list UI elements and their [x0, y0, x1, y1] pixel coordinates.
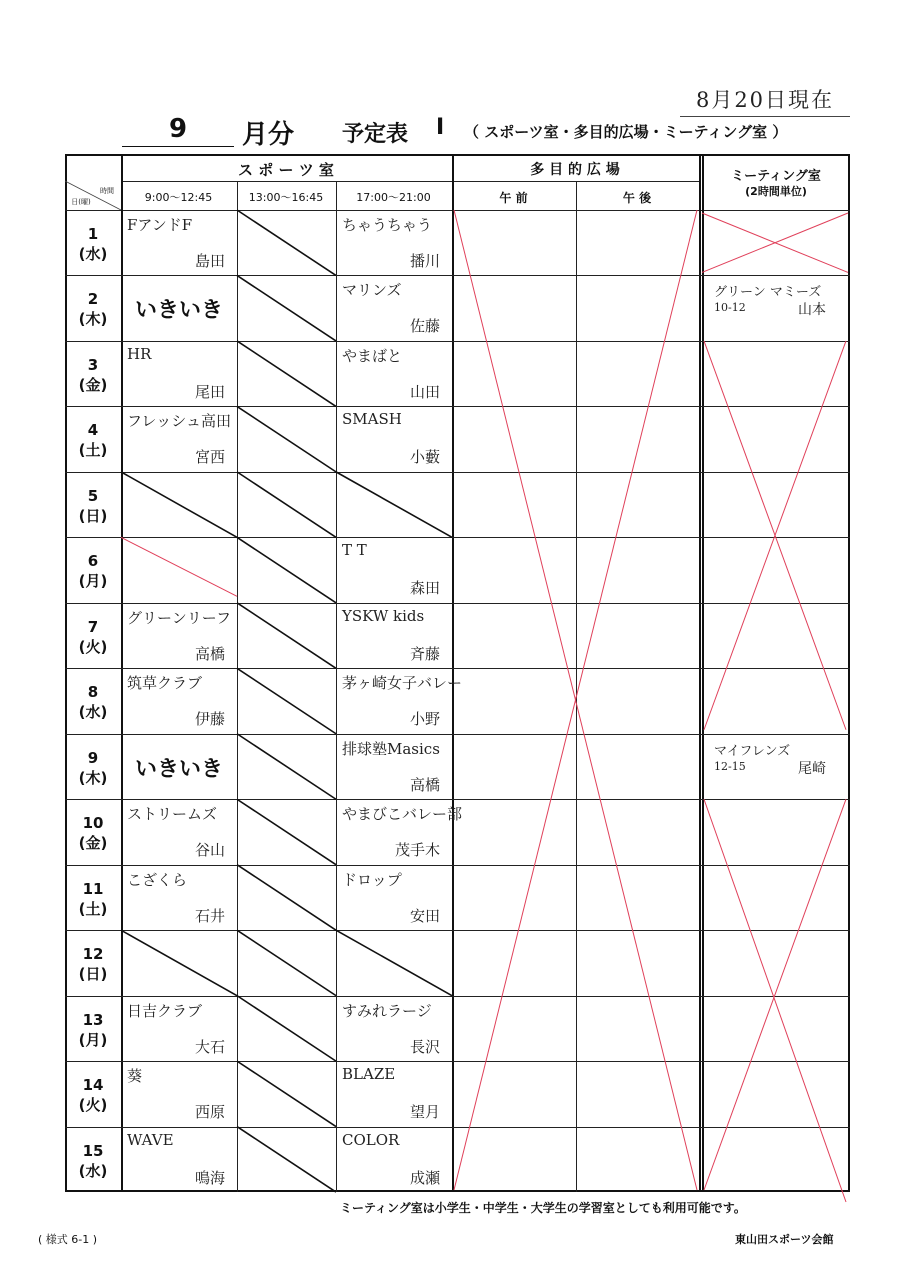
group-name: ストリームズ	[127, 805, 218, 824]
meeting-time: 10-12	[714, 301, 746, 315]
group-name: FアンドF	[127, 216, 193, 234]
person-name: 鳴海	[194, 1168, 225, 1187]
group-name: ちゃうちゃう	[342, 216, 433, 234]
person-name: 茂手木	[394, 841, 440, 860]
diagonal-slash	[237, 865, 336, 930]
day-of-week: (日)	[78, 506, 108, 525]
group-name: やまばと	[342, 346, 403, 365]
group-name-large: いきいき	[135, 756, 224, 782]
diagonal-slash	[237, 930, 336, 995]
diagonal-slash	[336, 930, 452, 995]
footer-note: ミーティング室は小学生・中学生・大学生の学習室としても利用可能です。	[340, 1201, 746, 1215]
day-number: 8	[87, 683, 99, 702]
group-name: ドロップ	[342, 870, 402, 889]
header-meeting-unit: (2時間単位)	[745, 185, 807, 198]
meeting-cross	[704, 799, 846, 1190]
person-name: 山田	[409, 382, 440, 401]
person-name: 安田	[409, 906, 440, 925]
field-slot-am: 午 前	[499, 191, 528, 205]
corner-time-label: 時間	[100, 187, 114, 195]
group-name: HR	[127, 344, 152, 363]
group-name: T T	[342, 541, 367, 560]
day-of-week: (日)	[78, 965, 108, 984]
diagonal-slash	[237, 799, 336, 864]
day-number: 10	[82, 814, 104, 833]
day-of-week: (月)	[78, 572, 108, 591]
day-number: 7	[87, 617, 99, 636]
diagonal-slash	[237, 472, 336, 537]
header-meeting-room: ミーティング室	[731, 169, 821, 184]
day-of-week: (木)	[78, 768, 108, 787]
person-name: 小野	[409, 710, 440, 729]
diagonal-slash	[237, 406, 336, 471]
group-name-large: いきいき	[135, 298, 224, 324]
person-name: 森田	[409, 579, 440, 598]
meeting-person: 山本	[798, 302, 826, 319]
diagonal-slash	[336, 472, 452, 537]
day-number: 6	[87, 552, 99, 571]
day-number: 2	[87, 290, 99, 309]
corner-diagonal	[65, 181, 121, 210]
person-name: 小藪	[409, 448, 440, 467]
diagonal-slash	[237, 537, 336, 602]
diagonal-slash	[121, 472, 237, 537]
corner-day-label: 日(曜)	[71, 198, 91, 206]
group-name: COLOR	[342, 1130, 400, 1149]
day-of-week: (火)	[78, 637, 108, 656]
form-number: ( 様式 6-1 )	[38, 1233, 98, 1246]
diagonal-slash	[237, 668, 336, 733]
person-name: 高橋	[194, 644, 225, 663]
day-number: 15	[82, 1141, 104, 1160]
diagonal-slash	[237, 210, 336, 275]
slot-morning: 9:00～12:45	[144, 191, 213, 204]
group-name: グリーンリーフ	[127, 608, 231, 627]
month-suffix: 月分	[242, 120, 295, 150]
day-of-week: (火)	[78, 1096, 108, 1115]
person-name: 谷山	[194, 841, 225, 860]
person-name: 宮西	[194, 448, 225, 467]
day-number: 3	[87, 355, 99, 374]
diagonal-slash	[237, 275, 336, 340]
day-of-week: (水)	[78, 1161, 108, 1180]
facility-list: （ スポーツ室・多目的広場・ミーティング室 ）	[464, 123, 788, 141]
header-sports-room: ス ポ ー ツ 室	[238, 161, 334, 179]
header-multi-field: 多 目 的 広 場	[530, 162, 620, 178]
day-of-week: (土)	[78, 899, 108, 918]
diagonal-slash	[237, 341, 336, 406]
roman-numeral: Ⅰ	[436, 115, 445, 140]
red-slash	[121, 537, 237, 596]
meeting-group: マイフレンズ	[714, 743, 791, 759]
diagonal-slash	[237, 996, 336, 1061]
person-name: 島田	[194, 252, 225, 270]
slot-afternoon: 13:00～16:45	[248, 191, 324, 204]
day-number: 13	[82, 1010, 104, 1029]
person-name: 石井	[194, 906, 225, 925]
person-name: 西原	[194, 1103, 225, 1122]
day-of-week: (金)	[78, 834, 108, 853]
day-of-week: (金)	[78, 375, 108, 394]
person-name: 伊藤	[194, 710, 225, 729]
day-of-week: (土)	[78, 441, 108, 460]
group-name: 日吉クラブ	[127, 1001, 203, 1020]
updated-date: 8月20日現在	[680, 84, 850, 117]
person-name: 成瀬	[409, 1168, 440, 1187]
group-name: マリンズ	[342, 281, 402, 300]
group-name: 茅ヶ崎女子バレー	[342, 674, 463, 693]
diagonal-slash	[237, 1127, 336, 1192]
slot-evening: 17:00～21:00	[356, 191, 431, 204]
person-name: 望月	[409, 1103, 440, 1122]
group-name: やまびこバレー部	[342, 805, 463, 824]
document-title: 予定表	[342, 122, 409, 147]
day-number: 5	[87, 486, 99, 505]
day-number: 11	[82, 879, 104, 898]
day-number: 1	[87, 225, 99, 243]
person-name: 大石	[194, 1037, 225, 1056]
day-number: 12	[82, 945, 104, 964]
person-name: 尾田	[194, 382, 225, 401]
group-name: 排球塾Masics	[342, 739, 440, 758]
person-name: 長沢	[409, 1037, 440, 1056]
meeting-person: 尾崎	[798, 760, 826, 777]
person-name: 斉藤	[409, 644, 440, 663]
day-of-week: (水)	[78, 703, 108, 722]
meeting-time: 12-15	[714, 759, 746, 773]
group-name: WAVE	[127, 1130, 174, 1149]
meeting-group: グリーン マミーズ	[714, 285, 822, 301]
organization-name: 東山田スポーツ会館	[735, 1233, 834, 1246]
group-name: 筑草クラブ	[127, 674, 203, 693]
group-name: こざくら	[127, 870, 188, 889]
group-name: 葵	[127, 1067, 143, 1086]
group-name: フレッシュ高田	[127, 412, 231, 431]
day-number: 9	[87, 748, 99, 767]
diagonal-slash	[237, 603, 336, 668]
month-number: 9	[168, 114, 188, 144]
group-name: すみれラージ	[342, 1001, 432, 1020]
diagonal-slash	[121, 930, 237, 995]
field-slot-pm: 午 後	[622, 191, 652, 205]
person-name: 高橋	[409, 775, 440, 794]
person-name: 佐藤	[409, 317, 440, 336]
day-of-week: (木)	[78, 310, 108, 329]
day-number: 4	[87, 421, 99, 440]
person-name: 播川	[409, 252, 440, 270]
group-name: SMASH	[342, 410, 402, 429]
diagonal-slash	[237, 734, 336, 799]
group-name: BLAZE	[342, 1065, 396, 1084]
group-name: YSKW kids	[342, 606, 425, 625]
day-of-week: (月)	[78, 1030, 108, 1049]
day-number: 14	[82, 1076, 104, 1095]
meeting-cross	[704, 799, 846, 1202]
day-of-week: (水)	[78, 245, 108, 263]
diagonal-slash	[237, 1061, 336, 1126]
